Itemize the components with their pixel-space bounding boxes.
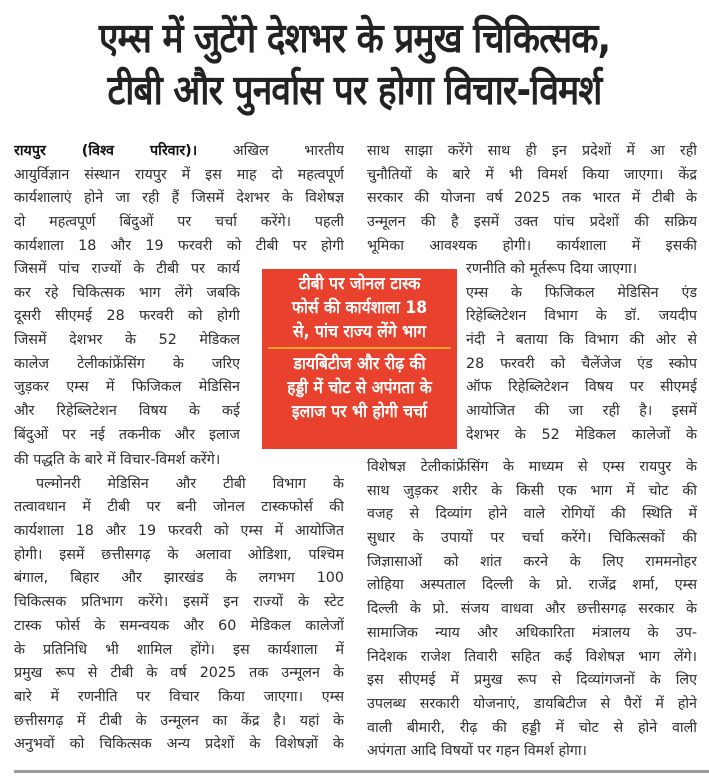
text-line: दिल्ली के प्रो. संजय वाधवा और छत्तीसगढ़ सरकार के <box>367 601 697 618</box>
text-line: चिकित्सक प्रतिभाग करेंगे। इसमें इन राज्यों के स्टेट <box>14 594 344 611</box>
right-column-top <box>367 140 697 258</box>
text-line: लोहिया अस्पताल दिल्ली के प्रो. राजेंद्र शर्मा, एम्स <box>367 577 697 594</box>
text-line: एम्स के फिजिकल मेडिसिन एंड <box>466 284 697 301</box>
text-line: सरकार की योजना वर्ष 2025 तक भारत में टीबी के <box>367 190 697 207</box>
right-column-middle <box>466 258 697 448</box>
text-line: उपलब्ध सरकारी योजनाएं, डायबिटीज से पैरों में होने <box>367 695 697 712</box>
text-line: दो महत्वपूर्ण बिंदुओं पर चर्चा करेंगे। पहली <box>14 214 344 231</box>
text-line: वाली बीमारी, रीढ़ की हड्डी में चोट से होने वाली <box>367 719 697 736</box>
headline-line-2: टीबी और पुनर्वास पर होगा विचार-विमर्श <box>107 66 602 114</box>
text-line: जुड़कर एम्स में फिजिकल मेडिसिन <box>14 379 240 396</box>
text-line: निदेशक राजेश तिवारी सहित कई विशेषज्ञ भाग लेंगे। <box>367 648 697 665</box>
text-line: तत्वावधान में टीबी पर बनी जोनल टास्कफोर्स की <box>14 499 344 516</box>
dateline: रायपुर (विश्व परिवार)। <box>14 143 198 159</box>
callout-line: इलाज पर भी होगी चर्चा <box>291 402 428 422</box>
headline-line-1: एम्स में जुटेंगे देशभर के प्रमुख चिकित्सक, <box>98 14 611 62</box>
text-line: की पद्धति के बारे में विचार-विमर्श करेंगे। <box>14 452 221 468</box>
callout-line: डायबिटीज और रीढ़ की <box>293 354 426 374</box>
text-line: सामाजिक न्याय और अधिकारिता मंत्रालय के उप- <box>367 624 697 641</box>
text-line: बंगाल, बिहार और झारखंड के लगभग 100 <box>14 570 344 587</box>
text-line: जिसमें देशभर के 52 मेडिकल <box>14 332 240 349</box>
text-line: कार्यशाला 18 और 19 फरवरी को एम्स में आयोजित <box>14 523 344 540</box>
text-line: इस सीएमई में प्रमुख रूप से दिव्यांगजनों के लिए <box>367 672 697 689</box>
text-line: कार्यशालाएं होने जा रही हैं जिसमें देशभर के विशेषज्ञ <box>14 190 344 207</box>
text-line: 28 फरवरी को चैलेंजेज एंड स्कोप <box>466 355 697 372</box>
callout-line: से, पांच राज्य लेंगे भाग <box>293 322 426 342</box>
text-line: भूमिका आवश्यक होगी। कार्यशाला में इसकी <box>367 237 697 254</box>
text-line: वजह से दिव्यांग होने वाले रोगियों की स्थिति में <box>367 506 697 523</box>
bottom-rule <box>14 770 709 773</box>
right-column-bottom <box>367 456 697 764</box>
text-line: चुनौतियों के बारे में भी विमर्श किया जाएगा। केंद्र <box>367 166 697 183</box>
callout-line: हड्डी में चोट से अपंगता के <box>287 378 432 398</box>
text-line: बिंदुओं पर नई तकनीक और इलाज <box>14 426 240 443</box>
text-line: कर रहे चिकित्सक भाग लेंगे जबकि <box>14 284 240 301</box>
text-line: विशेषज्ञ टेलीकांफ्रेंसिंग के माध्यम से एम्स रायपुर के <box>367 459 697 475</box>
text-line: टास्क फोर्स के समन्वयक और 60 मेडिकल कालेजों <box>14 617 344 634</box>
text-line: दूसरी सीएमई 28 फरवरी को होगी <box>14 308 240 325</box>
text-line: रणनीति को मूर्तरूप दिया जाएगा। <box>466 261 638 277</box>
text-line: कालेज टेलीकांफ्रेंसिंग के जरिए <box>14 355 240 372</box>
text-line: होगी। इसमें छत्तीसगढ़ के अलावा ओडिशा, पश्चिम <box>14 546 344 563</box>
text-line: साथ जुड़कर शरीर के किसी एक भाग में चोट की <box>367 482 697 499</box>
text-line: ऑफ रिहेब्लिटेशन विषय पर सीएमई <box>466 379 697 396</box>
text-line: आयुर्विज्ञान संस्थान रायपुर में इस माह दो महत्वपूर्ण <box>14 166 344 183</box>
text-line: रायपुर (विश्व परिवार)। अखिल भारतीय <box>14 143 344 159</box>
text-line: अपंगता आदि विषयों पर गहन विमर्श होगा। <box>367 743 587 760</box>
text-line: देशभर के 52 मेडिकल कालेजों के <box>466 426 697 443</box>
text-line: अनुभवों को चिकित्सक अन्य प्रदेशों के विशेषज्ञों के <box>14 736 344 753</box>
callout-line: फोर्स की कार्यशाला 18 <box>291 298 428 318</box>
text-line: नंदी ने बताया कि विभाग की ओर से <box>466 332 697 349</box>
text-line: कार्यशाला 18 और 19 फरवरी को टीबी पर होगी <box>14 237 344 254</box>
text-line: आयोजित की जा रही है। इसमें <box>466 403 697 420</box>
callout-block-diabetes <box>262 352 457 424</box>
text-line: छत्तीसगढ़ में टीबी के उन्मूलन का केंद्र है। यहां के <box>14 712 344 729</box>
highlight-callout-box <box>262 269 457 449</box>
text-line: के प्रतिनिधि भी शामिल होंगे। इस कार्यशाला में <box>14 641 344 658</box>
callout-line: टीबी पर जोनल टास्क <box>298 274 421 294</box>
text-line: सुधार के उपायों पर चर्चा करेंगे। चिकित्सकों की <box>367 530 697 547</box>
text-line: रिहेब्लिटेशन विभाग के डॉ. जयदीप <box>466 308 697 325</box>
left-column-middle <box>14 258 240 448</box>
callout-divider <box>268 347 451 349</box>
left-column-bottom <box>14 449 344 757</box>
text-line: जिज्ञासाओं को शांत करने के लिए राममनोहर <box>367 553 697 570</box>
text-line: पल्मोनरी मेडिसिन और टीबी विभाग के <box>36 475 344 492</box>
text-line: उन्मूलन की है इसमें उक्त पांच प्रदेशों की सक्रिय <box>367 214 697 231</box>
headline <box>0 12 709 116</box>
text-line: बारे में रणनीति पर विचार किया जाएगा। एम्स <box>14 688 344 705</box>
text-line: जिसमें पांच राज्यों के टीबी पर कार्य <box>14 261 240 277</box>
text-line: और रिहेब्लिटेशन विषय के कई <box>14 403 240 420</box>
text-line: प्रमुख रूप से टीबी के वर्ष 2025 तक उन्मूलन के <box>14 665 344 682</box>
callout-block-tb <box>262 269 457 344</box>
text-line: साथ साझा करेंगे साथ ही इन प्रदेशों में आ रही <box>367 143 697 159</box>
left-column-top <box>14 140 344 258</box>
